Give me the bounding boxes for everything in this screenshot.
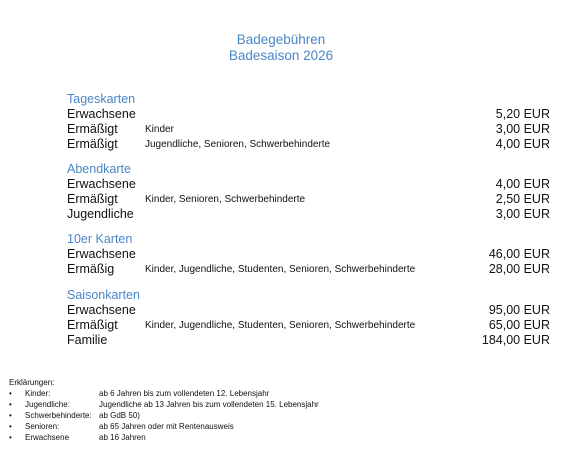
legend-item xyxy=(9,432,146,443)
section-title: Saisonkarten xyxy=(67,288,140,302)
price-row xyxy=(67,177,550,192)
row-price: 28,00 EUR xyxy=(488,262,550,276)
row-category: Erwachsene xyxy=(67,247,136,261)
legend-heading: Erklärungen: xyxy=(9,378,55,387)
legend-desc: Jugendliche ab 13 Jahren bis zum vollendeten 15. Lebensjahr xyxy=(99,400,319,409)
bullet-icon: • xyxy=(9,389,12,398)
bullet-icon: • xyxy=(9,411,12,420)
legend-item xyxy=(9,399,319,410)
legend-desc: ab 16 Jahren xyxy=(99,433,146,442)
row-price: 46,00 EUR xyxy=(488,247,550,261)
row-category: Familie xyxy=(67,333,108,347)
legend-item xyxy=(9,388,270,399)
row-note: Kinder, Jugendliche, Studenten, Senioren, Schwerbehinderte xyxy=(145,320,416,331)
legend-term: Erwachsene xyxy=(25,433,70,442)
price-row xyxy=(67,318,550,333)
bullet-icon: • xyxy=(9,400,12,409)
row-price: 95,00 EUR xyxy=(488,303,550,317)
bullet-icon: • xyxy=(9,422,12,431)
price-row xyxy=(67,107,550,122)
row-category: Ermäßigt xyxy=(67,192,118,206)
legend-term: Jugendliche: xyxy=(25,400,70,409)
row-price: 5,20 EUR xyxy=(495,107,550,121)
row-price: 2,50 EUR xyxy=(495,192,550,206)
price-row xyxy=(67,122,550,137)
legend-term: Senioren: xyxy=(25,422,60,431)
row-category: Ermäßigt xyxy=(67,318,118,332)
row-price: 4,00 EUR xyxy=(495,137,550,151)
row-category: Ermäßigt xyxy=(67,137,118,151)
section-10er-karten xyxy=(67,232,550,277)
row-price: 3,00 EUR xyxy=(495,207,550,221)
page-title: Badegebühren xyxy=(236,32,326,47)
price-row xyxy=(67,192,550,207)
legend xyxy=(9,377,319,443)
section-abendkarte xyxy=(67,162,550,222)
section-title: 10er Karten xyxy=(67,232,133,246)
legend-item xyxy=(9,410,140,421)
row-note: Kinder, Jugendliche, Studenten, Senioren, Schwerbehinderte xyxy=(145,264,416,275)
section-saisonkarten xyxy=(67,288,550,348)
page-subtitle: Badesaison 2026 xyxy=(228,48,334,63)
row-category: Jugendliche xyxy=(67,207,134,221)
row-price: 4,00 EUR xyxy=(495,177,550,191)
price-row xyxy=(67,262,550,277)
section-title: Abendkarte xyxy=(67,162,131,176)
row-price: 184,00 EUR xyxy=(481,333,550,347)
row-note: Kinder xyxy=(145,124,174,135)
row-price: 65,00 EUR xyxy=(488,318,550,332)
row-price: 3,00 EUR xyxy=(495,122,550,136)
row-category: Erwachsene xyxy=(67,107,136,121)
legend-term: Kinder: xyxy=(25,389,51,398)
section-tageskarten xyxy=(67,92,550,152)
row-note: Jugendliche, Senioren, Schwerbehinderte xyxy=(145,139,331,150)
legend-item xyxy=(9,421,234,432)
legend-desc: ab 65 Jahren oder mit Rentenausweis xyxy=(99,422,234,431)
row-category: Ermäßig xyxy=(67,262,115,276)
row-category: Erwachsene xyxy=(67,303,136,317)
section-title: Tageskarten xyxy=(67,92,136,106)
row-category: Ermäßigt xyxy=(67,122,118,136)
legend-term: Schwerbehinderte: xyxy=(25,411,92,420)
row-category: Erwachsene xyxy=(67,177,136,191)
bullet-icon: • xyxy=(9,433,12,442)
price-row xyxy=(67,137,550,152)
price-row xyxy=(67,207,550,222)
row-note: Kinder, Senioren, Schwerbehinderte xyxy=(145,194,306,205)
legend-desc: ab GdB 50) xyxy=(99,411,140,420)
legend-desc: ab 6 Jahren bis zum vollendeten 12. Lebensjahr xyxy=(99,389,270,398)
price-row xyxy=(67,247,550,262)
price-row xyxy=(67,333,550,348)
price-row xyxy=(67,303,550,318)
